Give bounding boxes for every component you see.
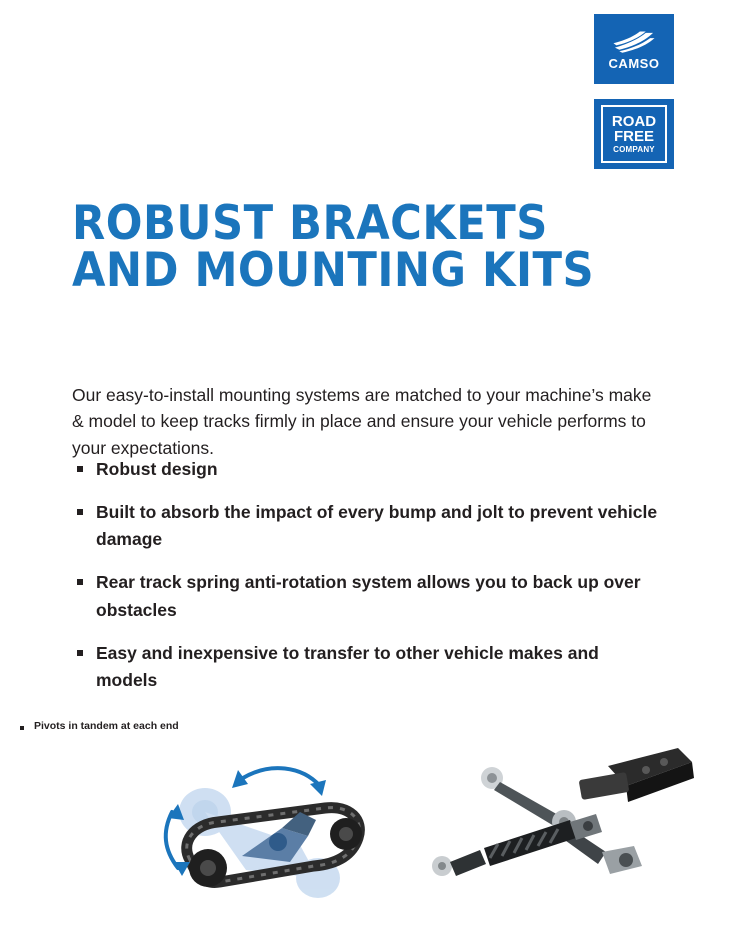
camso-logo-text: CAMSO [608, 55, 660, 71]
figure-area [0, 740, 740, 940]
logo-block [594, 14, 674, 169]
feature-list [72, 456, 662, 710]
mounting-bracket-hardware-photo [420, 740, 710, 920]
list-item: Rear track spring anti-rotation system allows you to back up over obstacles [72, 569, 662, 623]
page-title [72, 196, 595, 298]
roadfree-line-3: COMPANY [613, 145, 655, 154]
page-title-line-2: AND MOUNTING KITS [72, 242, 595, 298]
road-free-company-logo [594, 99, 674, 169]
list-item: Easy and inexpensive to transfer to other vehicle makes and models [72, 640, 662, 694]
figure-caption: Pivots in tandem at each end [20, 720, 179, 732]
page-title-line-1: ROBUST BRACKETS [72, 196, 548, 252]
list-item: Built to absorb the impact of every bump and jolt to prevent vehicle damage [72, 499, 662, 553]
roadfree-line-1: ROAD [611, 113, 657, 130]
rubber-track-assembly-diagram [150, 750, 400, 920]
intro-paragraph: Our easy-to-install mounting systems are matched to your machine’s make & model to keep tracks firmly in place and ensure your vehicle performs to your expectations. [72, 384, 652, 458]
camso-swoosh-icon [612, 28, 656, 54]
camso-logo [594, 14, 674, 84]
list-item: Robust design [72, 456, 662, 483]
roadfree-line-2: FREE [613, 128, 654, 145]
